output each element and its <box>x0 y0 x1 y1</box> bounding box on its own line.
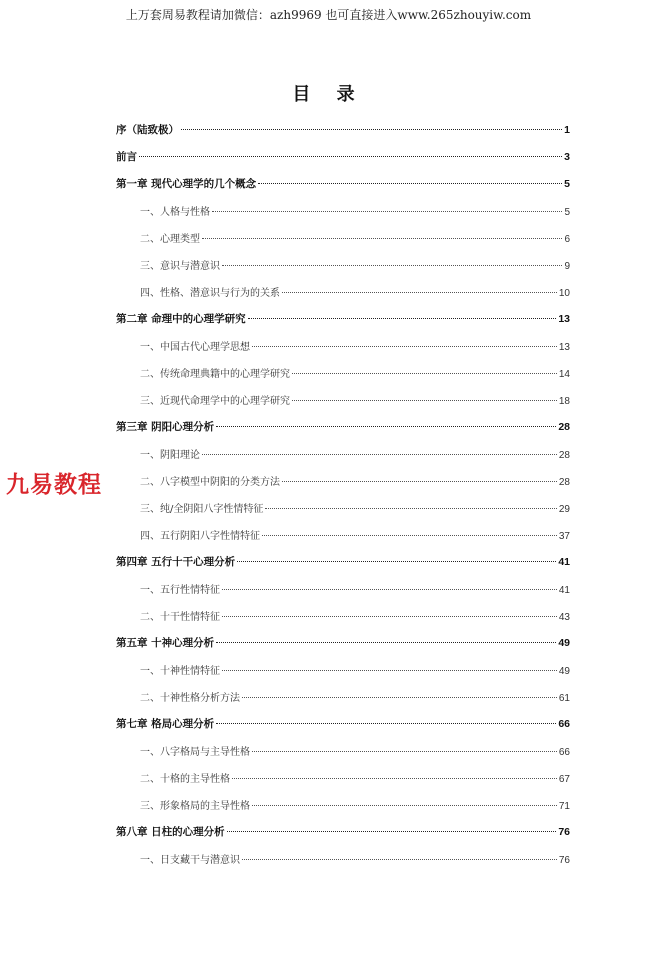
header-banner: 上万套周易教程请加微信：azh9969 也可直接进入www.265zhouyiw.com <box>125 8 532 22</box>
toc-dot-leader <box>252 346 557 347</box>
toc-dot-leader <box>252 751 557 752</box>
toc-dot-leader <box>222 589 557 590</box>
toc-chapter-entry[interactable] <box>116 311 570 327</box>
toc-section-entry[interactable] <box>116 797 570 813</box>
toc-section-entry[interactable] <box>116 743 570 759</box>
toc-page-number: 6 <box>564 234 570 245</box>
toc-page-number: 10 <box>558 288 570 299</box>
toc-page-number: 67 <box>558 774 570 785</box>
toc-page-number: 41 <box>558 556 570 568</box>
toc-entry-label: 第五章 十神心理分析 <box>116 637 215 649</box>
toc-section-entry[interactable] <box>116 338 570 354</box>
toc-page-number: 28 <box>558 477 570 488</box>
toc-entry-label: 第一章 现代心理学的几个概念 <box>116 178 257 190</box>
toc-entry-label: 第四章 五行十干心理分析 <box>116 556 236 568</box>
toc-entry-label: 二、八字模型中阴阳的分类方法 <box>140 477 280 488</box>
toc-dot-leader <box>242 859 557 860</box>
toc-page-number: 49 <box>558 637 570 649</box>
toc-chapter-entry[interactable] <box>116 635 570 651</box>
toc-dot-leader <box>237 561 556 562</box>
toc-entry-label: 三、意识与潜意识 <box>140 261 220 272</box>
toc-section-entry[interactable] <box>116 473 570 489</box>
toc-dot-leader <box>282 481 557 482</box>
toc-section-entry[interactable] <box>116 257 570 273</box>
toc-chapter-entry[interactable] <box>116 176 570 192</box>
toc-entry-label: 二、十格的主导性格 <box>140 774 230 785</box>
toc-entry-label: 一、中国古代心理学思想 <box>140 342 250 353</box>
toc-page-number: 5 <box>564 207 570 218</box>
toc-section-entry[interactable] <box>116 662 570 678</box>
toc-dot-leader <box>202 454 557 455</box>
toc-entry-label: 一、人格与性格 <box>140 207 210 218</box>
watermark-logo: 九易教程 <box>6 472 102 498</box>
toc-section-entry[interactable] <box>116 851 570 867</box>
toc-section-entry[interactable] <box>116 689 570 705</box>
toc-entry-label: 四、五行阴阳八字性情特征 <box>140 531 260 542</box>
toc-entry-label: 一、十神性情特征 <box>140 666 220 677</box>
toc-chapter-entry[interactable] <box>116 824 570 840</box>
toc-page-number: 76 <box>558 826 570 838</box>
toc-page-number: 13 <box>558 342 570 353</box>
toc-page-number: 43 <box>558 612 570 623</box>
toc-page-number: 66 <box>558 718 570 730</box>
toc-page-number: 76 <box>558 855 570 866</box>
toc-entry-label: 一、日支藏干与潜意识 <box>140 855 240 866</box>
toc-entry-label: 第二章 命理中的心理学研究 <box>116 313 246 325</box>
toc-section-entry[interactable] <box>116 230 570 246</box>
toc-page-number: 49 <box>558 666 570 677</box>
toc-entry-label: 第三章 阴阳心理分析 <box>116 421 215 433</box>
toc-chapter-entry[interactable] <box>116 716 570 732</box>
toc-dot-leader <box>222 616 557 617</box>
toc-page-number: 61 <box>558 693 570 704</box>
toc-entry-label: 三、形象格局的主导性格 <box>140 801 250 812</box>
toc-entry-label: 三、近现代命理学中的心理学研究 <box>140 396 290 407</box>
toc-dot-leader <box>222 265 562 266</box>
toc-dot-leader <box>227 831 557 832</box>
toc-dot-leader <box>139 156 562 157</box>
toc-entry-label: 二、心理类型 <box>140 234 200 245</box>
toc-dot-leader <box>232 778 557 779</box>
toc-dot-leader <box>258 183 562 184</box>
toc-entry-label: 二、传统命理典籍中的心理学研究 <box>140 369 290 380</box>
toc-dot-leader <box>292 400 557 401</box>
toc-page-number: 71 <box>558 801 570 812</box>
toc-entry-label: 第七章 格局心理分析 <box>116 718 215 730</box>
toc-dot-leader <box>216 426 556 427</box>
toc-entry-label: 二、十神性格分析方法 <box>140 693 240 704</box>
toc-page-number: 29 <box>558 504 570 515</box>
toc-section-entry[interactable] <box>116 770 570 786</box>
toc-dot-leader <box>292 373 557 374</box>
toc-page-number: 66 <box>558 747 570 758</box>
toc-chapter-entry[interactable] <box>116 122 570 138</box>
toc-dot-leader <box>202 238 562 239</box>
toc-entry-label: 二、十干性情特征 <box>140 612 220 623</box>
toc-page-number: 9 <box>564 261 570 272</box>
toc-section-entry[interactable] <box>116 608 570 624</box>
toc-page-number: 37 <box>558 531 570 542</box>
toc-page-number: 28 <box>558 421 570 433</box>
toc-entry-label: 第八章 日柱的心理分析 <box>116 826 225 838</box>
toc-dot-leader <box>242 697 557 698</box>
toc-dot-leader <box>248 318 557 319</box>
toc-page-number: 14 <box>558 369 570 380</box>
toc-section-entry[interactable] <box>116 203 570 219</box>
toc-dot-leader <box>282 292 557 293</box>
toc-entry-label: 前言 <box>116 151 137 163</box>
toc-dot-leader <box>265 508 557 509</box>
toc-dot-leader <box>212 211 562 212</box>
toc-chapter-entry[interactable] <box>116 149 570 165</box>
toc-entry-label: 一、五行性情特征 <box>140 585 220 596</box>
toc-chapter-entry[interactable] <box>116 419 570 435</box>
toc-dot-leader <box>262 535 557 536</box>
toc-entry-label: 三、纯/全阴阳八字性情特征 <box>140 504 264 515</box>
toc-dot-leader <box>216 723 556 724</box>
toc-section-entry[interactable] <box>116 581 570 597</box>
toc-page-number: 3 <box>564 151 570 163</box>
toc-page-number: 28 <box>558 450 570 461</box>
toc-section-entry[interactable] <box>116 446 570 462</box>
toc-title: 目 录 <box>292 84 365 105</box>
toc-entry-label: 序（陆致极） <box>116 124 179 136</box>
toc-chapter-entry[interactable] <box>116 554 570 570</box>
toc-section-entry[interactable] <box>116 392 570 408</box>
toc-dot-leader <box>222 670 557 671</box>
toc-page-number: 1 <box>564 124 570 136</box>
toc-page-number: 5 <box>564 178 570 190</box>
toc-dot-leader <box>181 129 562 130</box>
toc-dot-leader <box>252 805 557 806</box>
toc-page-number: 18 <box>558 396 570 407</box>
toc-entry-label: 四、性格、潜意识与行为的关系 <box>140 288 280 299</box>
toc-section-entry[interactable] <box>116 527 570 543</box>
toc-section-entry[interactable] <box>116 365 570 381</box>
toc-entry-label: 一、阴阳理论 <box>140 450 200 461</box>
toc-page-number: 41 <box>558 585 570 596</box>
toc-dot-leader <box>216 642 556 643</box>
toc-entry-label: 一、八字格局与主导性格 <box>140 747 250 758</box>
toc-page-number: 13 <box>558 313 570 325</box>
toc-section-entry[interactable] <box>116 284 570 300</box>
toc-section-entry[interactable] <box>116 500 570 516</box>
